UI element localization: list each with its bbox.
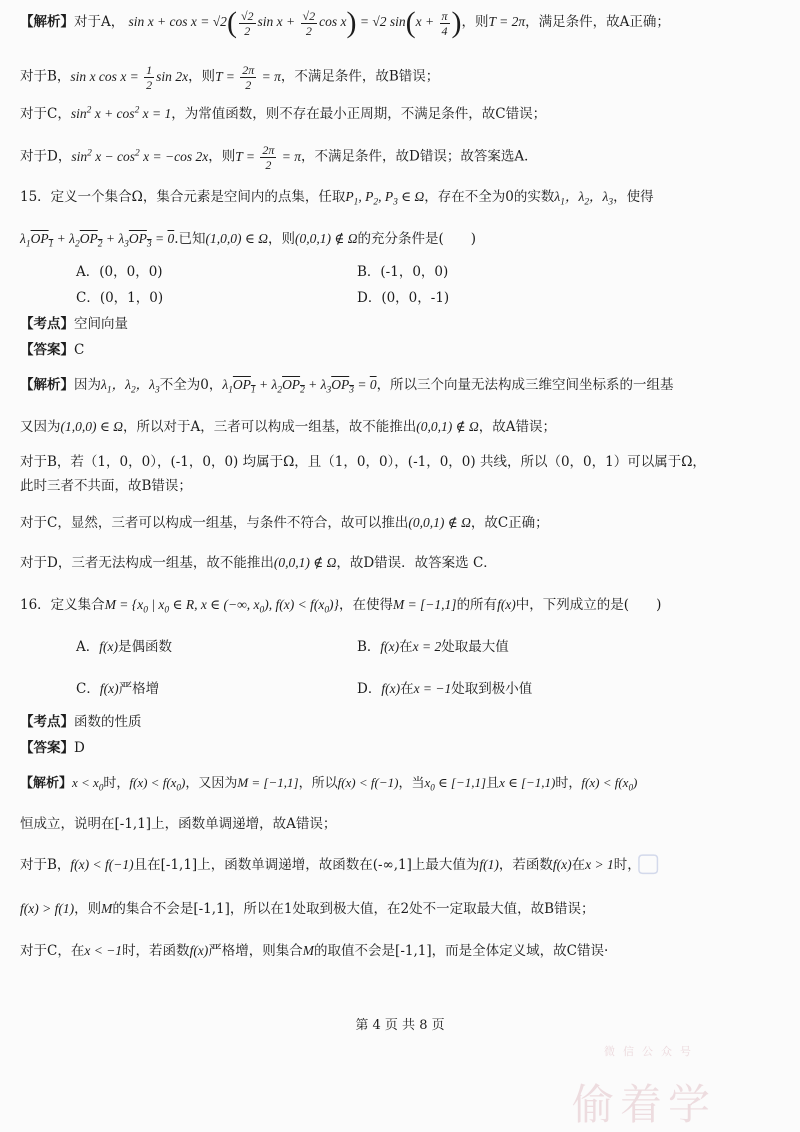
q16-analysis-3: 对于B，f(x) < f(−1)且在[-1,1]上，函数单调递增，故函数在(-∞,1]上最大值为f(1)，若函数f(x)在x > 1时， [20, 857, 641, 873]
q16-analysis-2: 恒成立，说明在[-1,1]上，函数单调递增，故A错误； [20, 816, 337, 832]
q16-analysis-1: 【解析】$x < x_0$时，$f(x) < f(x_0)$，又因为M = [−1,1]，所以f(x) < f(−1)，当$x_0$ ∈ [−1,1]且x ∈ [−1,1)时，$f(x) < f(x_0)$ [20, 775, 638, 793]
option-d: D．(0，0，-1) [357, 290, 450, 306]
analysis-line-4 [20, 144, 538, 171]
text: ，不满足条件，故B错误； [280, 68, 440, 85]
topic: 空间向量 [74, 316, 128, 332]
formula: (1,0,0) ∈ Ω [205, 231, 269, 246]
formula: f(x) [497, 597, 516, 612]
text: ，则 [268, 231, 296, 247]
q15-analysis-1 [20, 377, 674, 396]
text: 对于D，三者无法构成一组基，故不能推出 [20, 555, 274, 571]
q16-topic-line [20, 716, 142, 730]
text: 中，下列成立的是( ) [515, 597, 662, 613]
text: ，故C正确； [470, 515, 549, 531]
option-b: B．(-1，0，0) [357, 264, 449, 280]
text: ，使得 [613, 189, 654, 205]
watermark-logo: 偷着学 [572, 1080, 717, 1129]
text: .已知 [174, 231, 206, 247]
text: 不全为0， [159, 377, 223, 393]
text: 对于C，显然，三者可以构成一组基，与条件不符合，故可以推出 [20, 515, 409, 531]
question-16-stem [20, 597, 662, 616]
q15-analysis-5 [20, 516, 549, 531]
text: 16．定义集合 [20, 597, 105, 613]
text: ，满足条件，故A正确； [525, 14, 670, 31]
topic-line [20, 318, 128, 332]
text: ，在使得 [338, 597, 393, 613]
text: ，存在不全为0的实数 [424, 189, 555, 205]
text: 又因为 [20, 419, 61, 435]
text: 的充分条件是( ) [357, 231, 477, 247]
text: 因为 [74, 377, 101, 393]
page-footer: 第 4 页 共 8 页 [355, 1018, 445, 1033]
formula: $\lambda_1$，$\lambda_2$，$\lambda_3$ [101, 377, 160, 396]
formula: (0,0,1) ∉ Ω [295, 231, 358, 246]
analysis-tag: 【解析】 [20, 776, 73, 791]
text: ，所以三个向量无法构成三维空间坐标系的一组基 [376, 377, 674, 393]
q16-analysis-5: 对于C，在x < −1时，若函数f(x)严格增，则集合M的取值不会是[-1,1]，而是全体定义域，故C错误· [20, 943, 609, 959]
q16-option-d: D．f(x)在x = −1处取到极小值 [357, 681, 533, 697]
q15-analysis-3: 对于B，若（1，0，0），(-1，0，0) 均属于Ω，且（1，0，0），(-1，0，0) 共线，所以（0，0，1）可以属于Ω， [20, 454, 706, 470]
text: ，为常值函数，则不存在最小正周期，不满足条件，故C错误； [171, 106, 547, 122]
formula: $M = \{x_0$ | $x_0$ ∈ R, x ∈ (−∞, $x_0$), $f(x) < f(x_0)$} [104, 597, 339, 616]
formula: T = $\frac{2\pi}{2}$ = π [235, 143, 301, 172]
text: 15．定义一个集合Ω，集合元素是空间内的点集，任取 [20, 189, 346, 205]
q16-option-c: C．f(x)严格增 [76, 681, 160, 697]
analysis-tag: 【解析】 [20, 14, 74, 31]
text: ，则 [208, 148, 236, 165]
analysis-line-1 [20, 8, 670, 38]
formula: $\lambda_1$，$\lambda_2$，$\lambda_3$ [554, 189, 614, 208]
answer: D [74, 740, 85, 756]
formula: $P_1$, $P_2$, $P_3$ ∈ Ω [345, 189, 425, 208]
text: 对于B， [20, 68, 71, 85]
topic-tag: 【考点】 [20, 714, 74, 730]
formula: $\lambda_1OP_1 + \lambda_2OP_2 + \lambda_3OP_3 = 0$ [20, 231, 175, 250]
analysis-line-2 [20, 64, 439, 91]
analysis-line-3 [20, 107, 546, 122]
q15-analysis-6 [20, 556, 497, 571]
watermark-small: 微信公众号 [604, 1045, 699, 1058]
text: 的所有 [456, 597, 498, 613]
text: ，不满足条件，故D错误；故答案选A． [301, 148, 538, 165]
analysis-tag: 【解析】 [20, 377, 74, 393]
q16-answer-line [20, 742, 85, 756]
text: ，故D错误．故答案选 C． [336, 555, 497, 571]
q15-analysis-2 [20, 420, 556, 435]
text: 对于C， [20, 106, 71, 122]
formula: (0,0,1) ∉ Ω [273, 555, 337, 570]
question-15-stem [20, 189, 654, 208]
text: ，故A错误； [478, 419, 556, 435]
answer-tag: 【答案】 [20, 740, 74, 756]
text: ，则 [461, 14, 489, 31]
option-a: A．(0，0，0) [76, 264, 163, 280]
formula: $\sin^2 x - \cos^2 x = -\cos$ 2x [71, 148, 209, 164]
formula: $\lambda_1OP_1 + \lambda_2OP_2 + \lambda_3OP_3 = 0$ [222, 377, 377, 396]
answer-line [20, 344, 84, 358]
formula: (1,0,0) ∈ Ω [60, 419, 123, 434]
text: ，所以对于A，三者可以构成一组基，故不能推出 [123, 419, 417, 435]
q16-analysis-4: f(x) > f(1)，则M的集合不会是[-1,1]，所以在1处取到极大值，在2处不一定取最大值，故B错误； [20, 901, 595, 917]
option-c: C．(0，1，0) [76, 290, 164, 306]
answer: C [74, 342, 85, 358]
question-15-stem-2 [20, 231, 477, 250]
formula: sin x + cos x = √2( $\frac{√2}{2}$ sin x + $\frac{√2}{2}$ cos x) = √2 sin(x + $\frac{\pi}{4}$ ) [128, 6, 462, 39]
q16-option-b: B．f(x)在x = 2处取最大值 [357, 639, 509, 655]
formula: $\sin^2 x + \cos^2 x = 1$ [70, 105, 172, 121]
q16-option-a: A．f(x)是偶函数 [76, 639, 172, 655]
text: 对于D， [20, 148, 72, 165]
answer-tag: 【答案】 [20, 342, 74, 358]
formula: T = $\frac{2\pi}{2}$ = π [215, 63, 281, 92]
stamp-mark: ▢ [635, 848, 661, 878]
q15-analysis-4: 此时三者不共面，故B错误； [20, 478, 192, 494]
topic-tag: 【考点】 [20, 316, 74, 332]
formula: T = 2π [488, 14, 526, 30]
formula: (0,0,1) ∉ Ω [416, 419, 479, 434]
topic: 函数的性质 [74, 714, 142, 730]
formula: sin x cos x = $\frac{1}{2}$ sin 2x [70, 63, 189, 92]
text: ，则 [188, 68, 216, 85]
text: 对于A， [74, 14, 125, 31]
formula: (0,0,1) ∉ Ω [408, 515, 471, 530]
formula: M = [−1,1] [392, 597, 457, 612]
